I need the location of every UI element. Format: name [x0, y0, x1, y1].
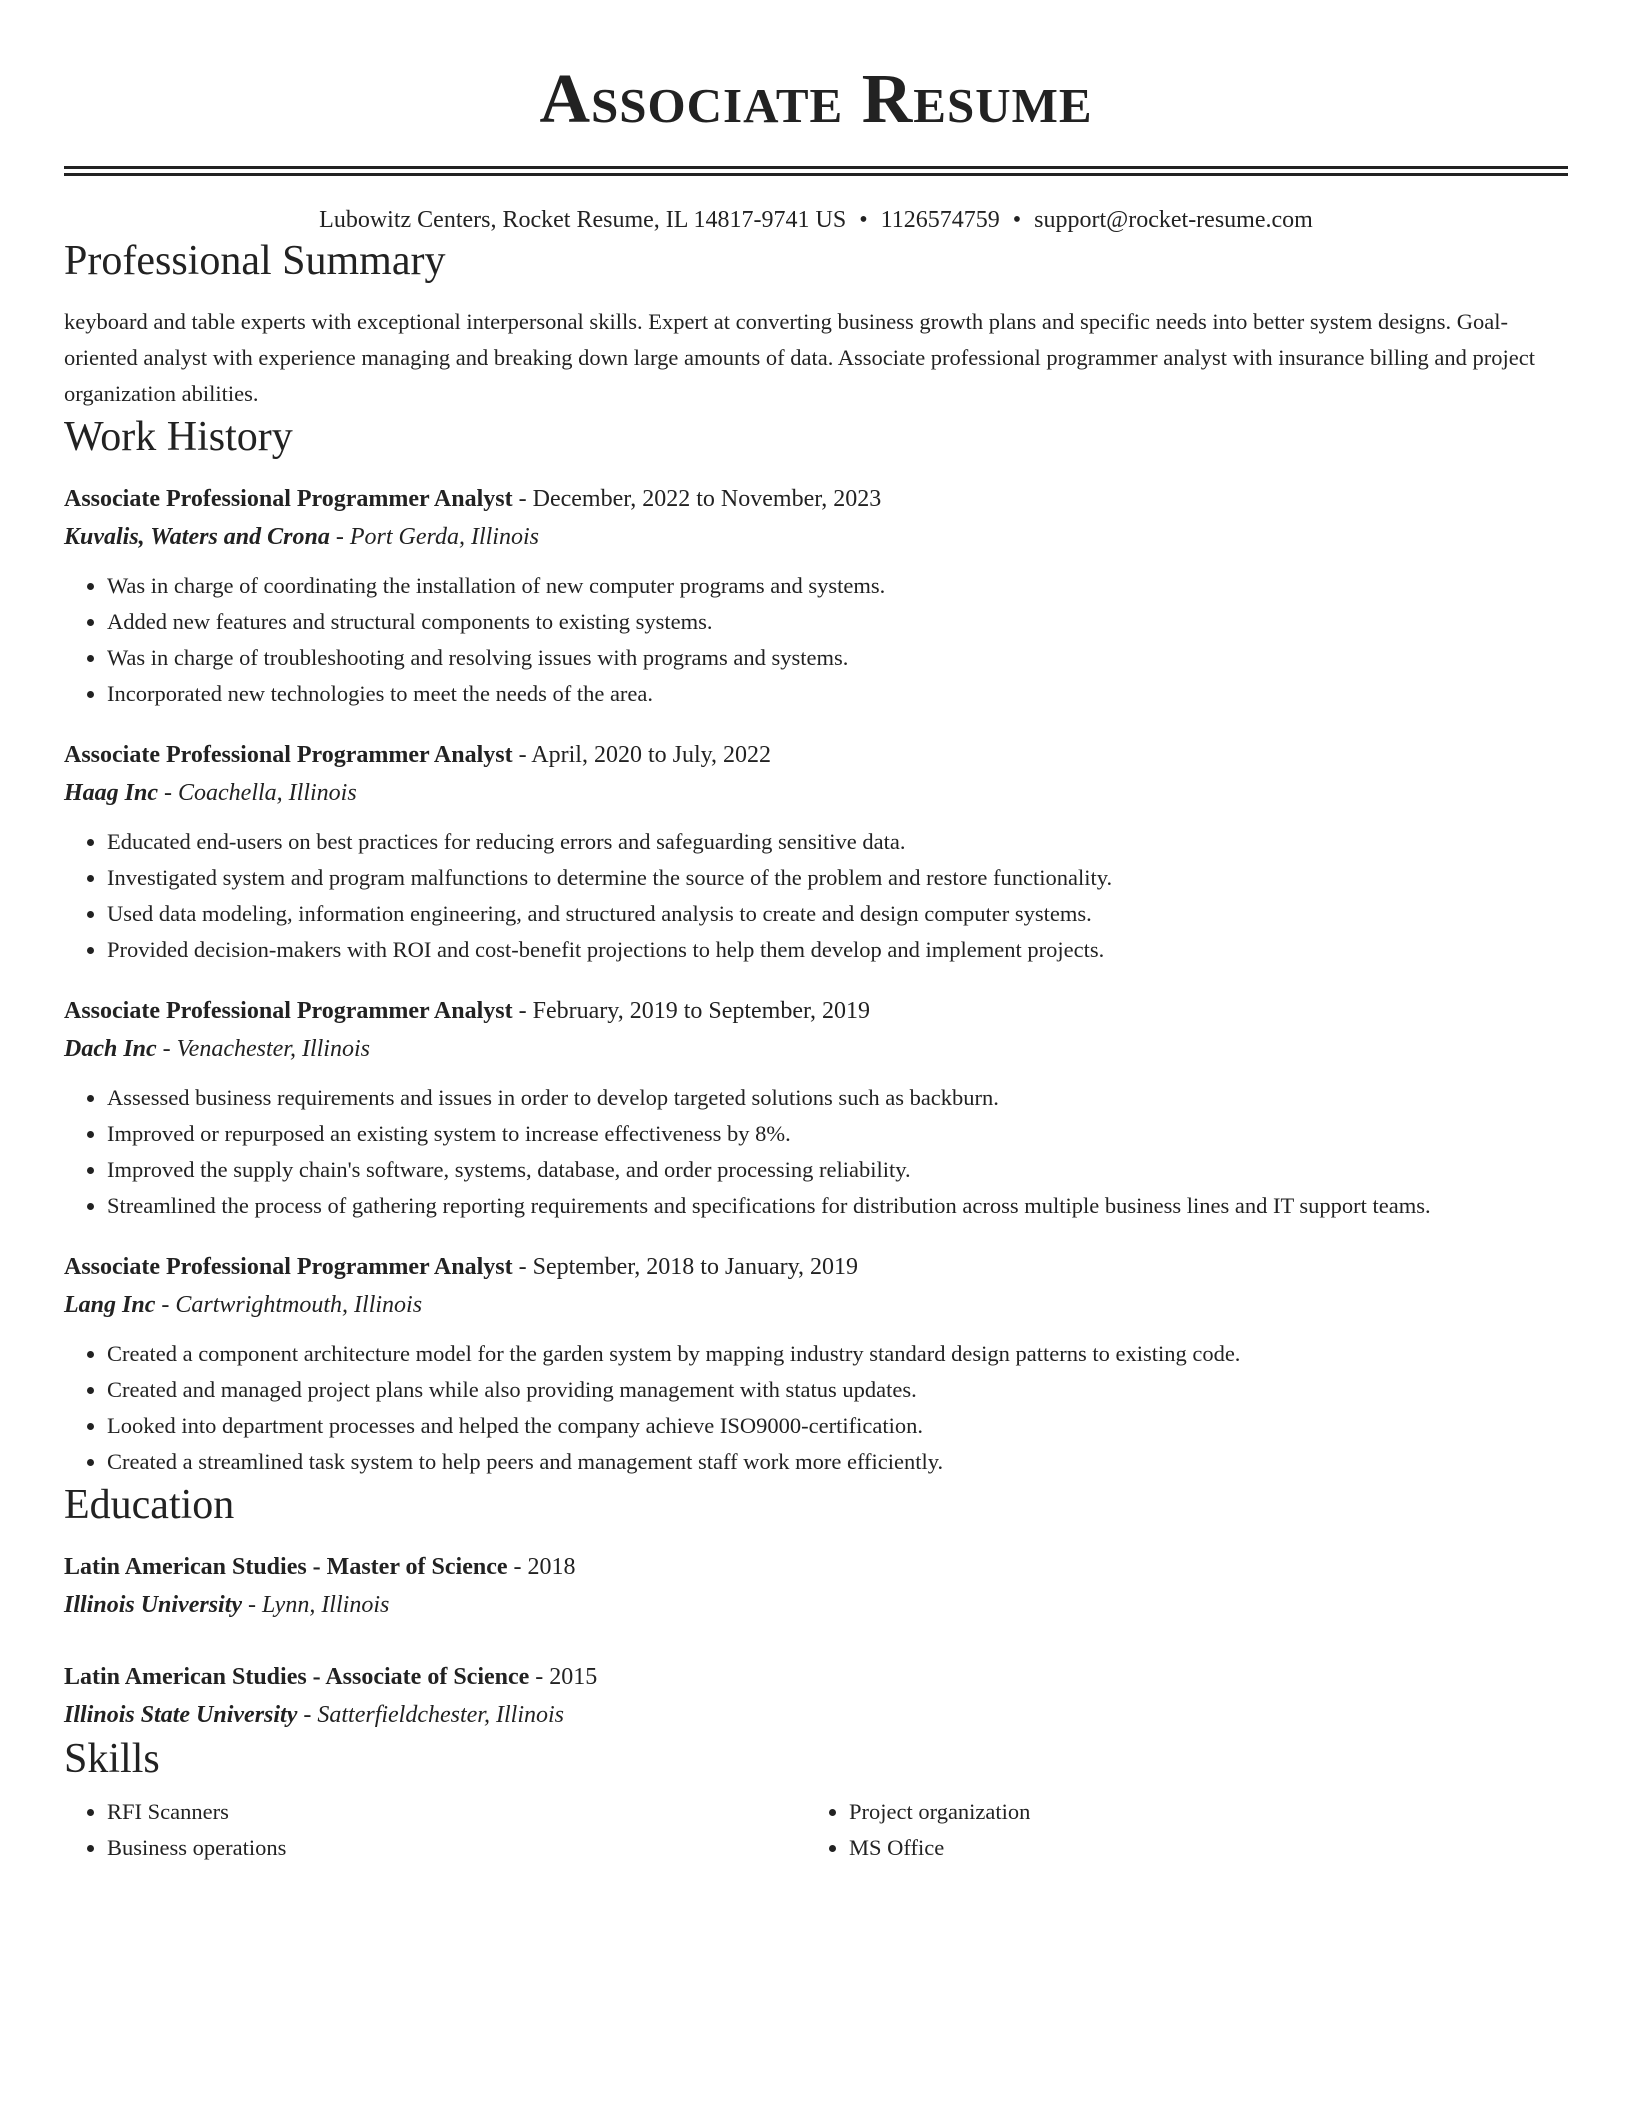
skills-list — [806, 1794, 1548, 1866]
education-degree: Latin American Studies - Associate of Science — [64, 1664, 530, 1690]
job-location: Port Gerda, Illinois — [349, 524, 539, 550]
list-item: • Educated end-users on best practices for reducing errors and safeguarding sensitive data. — [107, 824, 1568, 860]
list-item: • Improved or repurposed an existing system to increase effectiveness by 8%. — [107, 1116, 1568, 1152]
skill-item: • RFI Scanners — [107, 1794, 806, 1830]
skill-item: • MS Office — [849, 1830, 1548, 1866]
contact-separator: • — [859, 207, 868, 233]
skill-item: • Project organization — [849, 1794, 1548, 1830]
list-item: • Investigated system and program malfunctions to determine the source of the problem and restore functionality. — [107, 860, 1568, 896]
contact-address: Lubowitz Centers, Rocket Resume, IL 14817-9741 US — [319, 207, 847, 233]
job-entry — [64, 480, 1568, 712]
list-item: • Looked into department processes and helped the company achieve ISO9000-certification. — [107, 1408, 1568, 1444]
job-bullets — [64, 1336, 1568, 1480]
education-year: 2018 — [527, 1554, 576, 1580]
education-school-line: Illinois State University - Satterfieldchester, Illinois — [64, 1702, 564, 1728]
work-history-heading: Work History — [64, 414, 293, 460]
list-item: • Assessed business requirements and issues in order to develop targeted solutions such as backburn. — [107, 1080, 1568, 1116]
job-dates: April, 2020 to July, 2022 — [531, 742, 772, 768]
education-school: Illinois University — [64, 1592, 243, 1618]
list-item: • Incorporated new technologies to meet the needs of the area. — [107, 676, 1568, 712]
job-dates: February, 2019 to September, 2019 — [532, 998, 871, 1024]
job-company: Haag Inc — [64, 780, 159, 806]
skills-heading: Skills — [64, 1736, 160, 1782]
job-entry — [64, 736, 1568, 968]
list-item: • Was in charge of troubleshooting and resolving issues with programs and systems. — [107, 640, 1568, 676]
job-entry — [64, 1248, 1568, 1480]
list-item: • Streamlined the process of gathering reporting requirements and specifications for distribution across multiple business lines and IT support teams. — [107, 1188, 1568, 1224]
list-item: • Improved the supply chain's software, systems, database, and order processing reliability. — [107, 1152, 1568, 1188]
list-item: • Added new features and structural components to existing systems. — [107, 604, 1568, 640]
education-heading: Education — [64, 1482, 235, 1528]
job-company-line: Haag Inc - Coachella, Illinois — [64, 780, 357, 806]
education-degree: Latin American Studies - Master of Science — [64, 1554, 508, 1580]
job-company-line: Dach Inc - Venachester, Illinois — [64, 1036, 370, 1062]
job-dates: September, 2018 to January, 2019 — [532, 1254, 859, 1280]
job-company-line: Kuvalis, Waters and Crona - Port Gerda, Illinois — [64, 524, 539, 550]
job-company-line: Lang Inc - Cartwrightmouth, Illinois — [64, 1292, 423, 1318]
list-item: • Created a component architecture model for the garden system by mapping industry standard design patterns to existing code. — [107, 1336, 1568, 1372]
job-company: Lang Inc — [64, 1292, 156, 1318]
summary-heading: Professional Summary — [64, 238, 446, 284]
job-header: Associate Professional Programmer Analyst - February, 2019 to September, 2019 — [64, 998, 871, 1024]
job-header: Associate Professional Programmer Analyst - December, 2022 to November, 2023 — [64, 486, 882, 512]
job-location: Venachester, Illinois — [176, 1036, 370, 1062]
list-item: • Provided decision-makers with ROI and cost-benefit projections to help them develop and implement projects. — [107, 932, 1568, 968]
education-location: Satterfieldchester, Illinois — [317, 1702, 564, 1728]
education-entry — [64, 1658, 1568, 1734]
job-title: Associate Professional Programmer Analyst — [64, 998, 513, 1024]
contact-line — [64, 204, 1568, 236]
job-bullets — [64, 568, 1568, 712]
job-header: Associate Professional Programmer Analyst - April, 2020 to July, 2022 — [64, 742, 772, 768]
title-divider — [64, 166, 1568, 176]
summary-text: keyboard and table experts with exceptional interpersonal skills. Expert at converting business growth plans and specific needs into better system designs. Goal-oriented analyst with experience managing and breaking down large amounts of data. Associate professional programmer analyst with insurance billing and project organization abilities. — [64, 309, 1536, 406]
skill-item: • Business operations — [107, 1830, 806, 1866]
job-company: Dach Inc — [64, 1036, 157, 1062]
skills-column-left — [64, 1794, 806, 1866]
job-title: Associate Professional Programmer Analyst — [64, 486, 513, 512]
job-bullets — [64, 824, 1568, 968]
education-entry — [64, 1548, 1568, 1624]
job-location: Coachella, Illinois — [178, 780, 357, 806]
list-item: • Created and managed project plans while also providing management with status updates. — [107, 1372, 1568, 1408]
job-title: Associate Professional Programmer Analyst — [64, 742, 513, 768]
job-entry — [64, 992, 1568, 1224]
education-header: Latin American Studies - Master of Science - 2018 — [64, 1554, 576, 1580]
list-item: • Created a streamlined task system to help peers and management staff work more efficiently. — [107, 1444, 1568, 1480]
job-dates: December, 2022 to November, 2023 — [532, 486, 882, 512]
contact-email: support@rocket-resume.com — [1034, 207, 1313, 233]
education-year: 2015 — [549, 1664, 598, 1690]
contact-phone: 1126574759 — [880, 207, 1000, 233]
job-company: Kuvalis, Waters and Crona — [64, 524, 330, 550]
skills-column-right — [806, 1794, 1548, 1866]
resume-title: Associate Resume — [539, 61, 1093, 138]
list-item: • Used data modeling, information engineering, and structured analysis to create and design computer systems. — [107, 896, 1568, 932]
job-header: Associate Professional Programmer Analyst - September, 2018 to January, 2019 — [64, 1254, 859, 1280]
education-location: Lynn, Illinois — [262, 1592, 390, 1618]
contact-separator: • — [1012, 207, 1022, 233]
skills-grid — [64, 1794, 1568, 1866]
job-location: Cartwrightmouth, Illinois — [175, 1292, 423, 1318]
list-item: • Was in charge of coordinating the installation of new computer programs and systems. — [107, 568, 1568, 604]
job-title: Associate Professional Programmer Analyst — [64, 1254, 513, 1280]
job-bullets — [64, 1080, 1568, 1224]
resume-page — [64, 0, 1568, 1866]
education-school: Illinois State University — [64, 1702, 298, 1728]
education-header: Latin American Studies - Associate of Science - 2015 — [64, 1664, 598, 1690]
education-school-line: Illinois University - Lynn, Illinois — [64, 1592, 390, 1618]
skills-list — [64, 1794, 806, 1866]
